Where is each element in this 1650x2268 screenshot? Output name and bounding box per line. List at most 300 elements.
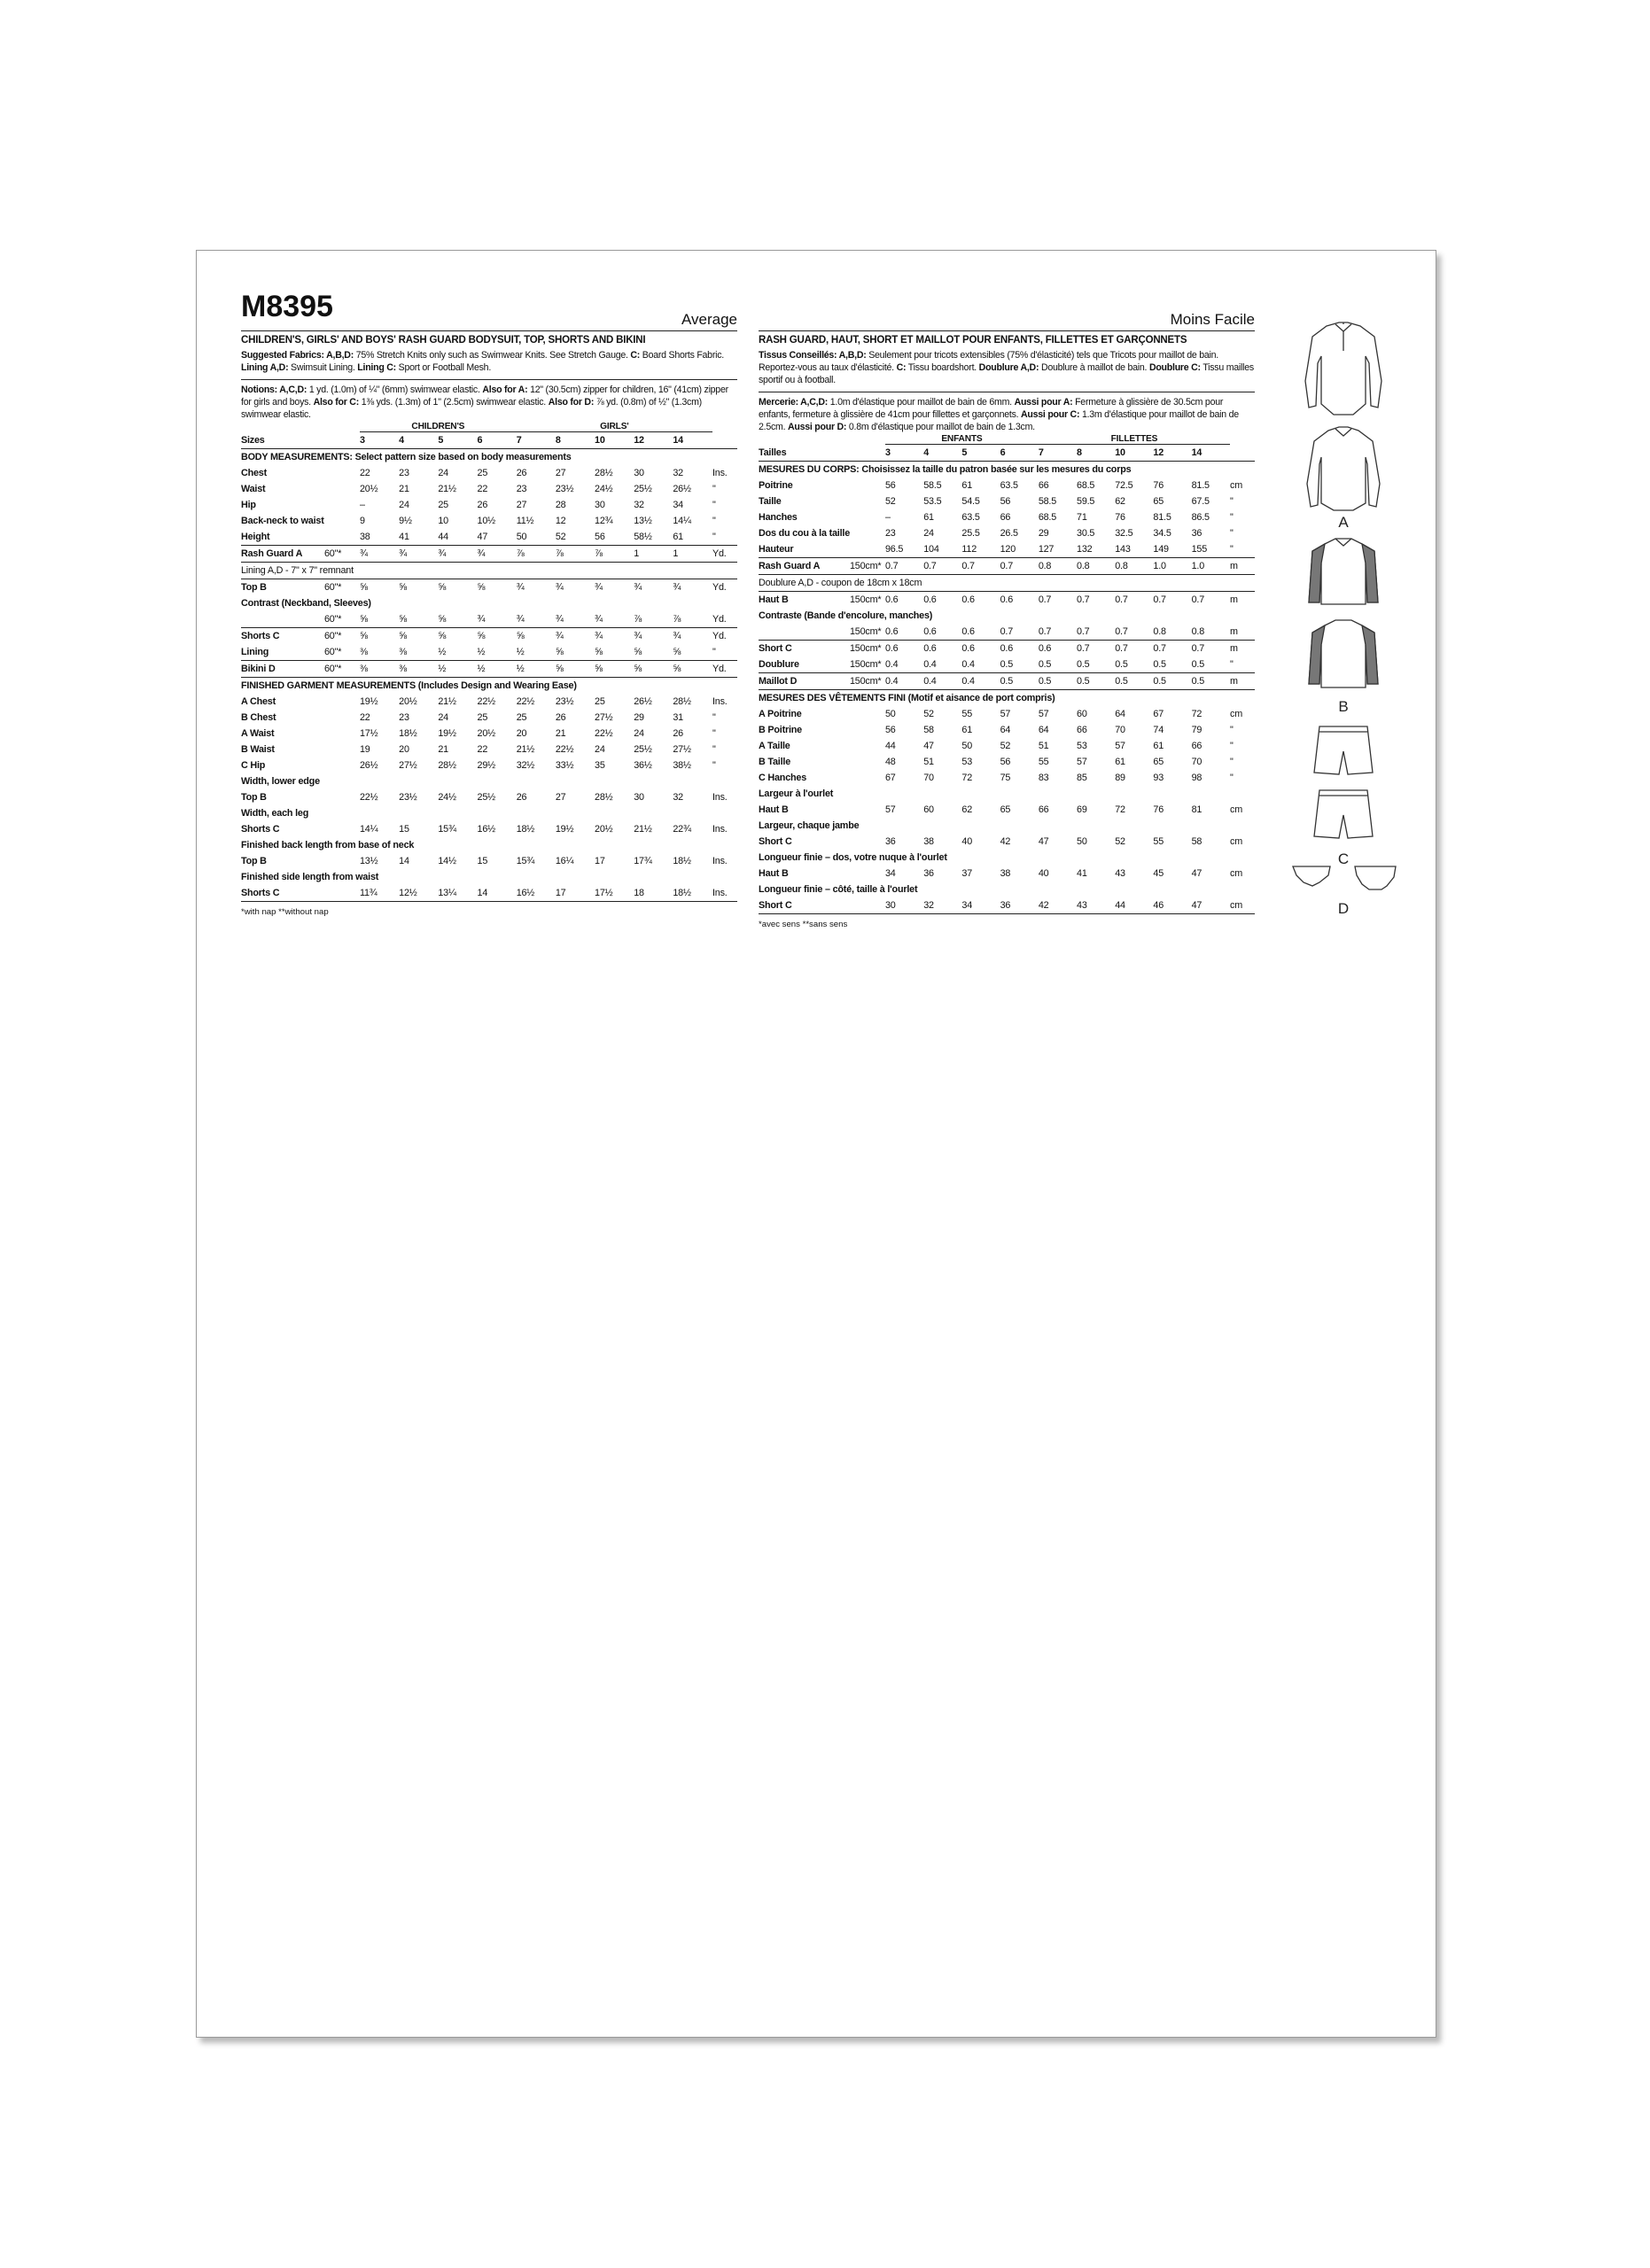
table-cell: 15 (399, 824, 409, 835)
table-cell: 54.5 (961, 496, 980, 507)
table-row (241, 821, 737, 837)
section-heading: Width, lower edge (241, 776, 320, 787)
table-cell: 7 (517, 432, 556, 449)
table-cell: 47 (923, 741, 934, 751)
table-cell: 0.4 (923, 656, 961, 673)
table-cell: 14 (673, 432, 712, 449)
table-cell: 15 (477, 856, 488, 866)
table-cell: ¾ (556, 611, 595, 628)
table-row (759, 897, 1255, 914)
table-cell: ⅝ (438, 582, 447, 593)
table-cell: 0.4 (885, 656, 923, 673)
table-cell: 112 (961, 541, 1000, 558)
table-cell: 25½ (634, 484, 652, 494)
table-cell (850, 866, 885, 882)
table-cell: 14½ (438, 856, 456, 866)
table-cell: 57 (885, 804, 896, 815)
table-cell: ¾ (399, 546, 438, 563)
table-cell (324, 465, 360, 481)
table-cell: 0.5 (1077, 673, 1115, 690)
divider (241, 379, 737, 380)
table-cell: Ins. (712, 885, 737, 902)
table-cell: ⅝ (595, 644, 634, 661)
table-row (759, 866, 1255, 882)
table-cell: " (712, 712, 716, 723)
table-cell: 15¾ (438, 824, 456, 835)
table-cell: Poitrine (759, 480, 793, 491)
table-cell: cm (1230, 480, 1242, 491)
table-cell: Yd. (712, 582, 727, 593)
table-section-heading (241, 869, 737, 885)
table-cell: 58½ (634, 529, 673, 546)
view-c-front-sketch (1314, 726, 1373, 774)
table-cell: 61 (1115, 757, 1125, 767)
table-cell: 0.4 (961, 656, 1000, 673)
table-cell: 24 (438, 468, 448, 478)
table-cell: ¾ (517, 611, 556, 628)
table-cell: 17¾ (634, 856, 652, 866)
table-cell: 12½ (399, 885, 438, 902)
table-cell: 60"* (324, 582, 342, 593)
view-a-back-sketch (1307, 427, 1380, 510)
table-cell (850, 897, 885, 914)
table-cell: ⅝ (556, 661, 595, 678)
table-cell: " (1230, 496, 1234, 507)
table-cell: 0.7 (1000, 624, 1039, 641)
table-section-heading (759, 462, 1255, 478)
table-cell: 18½ (673, 856, 691, 866)
table-cell: 81.5 (1191, 480, 1210, 491)
table-section-heading (241, 678, 737, 695)
table-cell: ⅝ (477, 631, 486, 641)
table-cell: B Chest (241, 712, 276, 723)
table-row (759, 525, 1255, 541)
table-cell: 16½ (477, 824, 495, 835)
table-cell: 32½ (516, 760, 535, 771)
table-cell: 55 (1038, 757, 1049, 767)
section-heading: Longueur finie – côté, taille à l'ourlet (759, 884, 918, 895)
table-cell: 65 (1153, 757, 1164, 767)
table-cell: 104 (923, 541, 961, 558)
table-cell: cm (1230, 709, 1242, 719)
view-label-b: B (1338, 698, 1349, 715)
table-cell (850, 433, 885, 445)
table-cell: 10 (595, 432, 634, 449)
table-cell (850, 541, 885, 558)
table-cell: ⅝ (634, 644, 673, 661)
table-cell: Yd. (712, 546, 737, 563)
table-cell (324, 742, 360, 757)
table-cell (324, 710, 360, 726)
table-cell: 79 (1191, 725, 1202, 735)
table-cell: 9½ (399, 516, 412, 526)
section-heading: Width, each leg (241, 808, 309, 819)
table-row (759, 592, 1255, 609)
table-cell: 0.6 (885, 643, 899, 654)
english-header (241, 290, 737, 331)
table-section-heading (241, 449, 737, 466)
table-cell: 21½ (438, 696, 456, 707)
table-cell: 0.5 (1039, 673, 1077, 690)
table-cell: Ins. (712, 696, 728, 707)
table-cell: 28½ (438, 760, 456, 771)
table-cell: ¾ (595, 631, 603, 641)
table-cell: 0.4 (961, 673, 1000, 690)
table-cell: 41 (399, 529, 438, 546)
table-cell: 26 (477, 500, 488, 510)
table-cell: 0.5 (1115, 673, 1153, 690)
table-row (759, 478, 1255, 493)
table-cell: 0.7 (1077, 643, 1090, 654)
table-cell: 70 (923, 773, 934, 783)
table-cell: 38½ (673, 760, 691, 771)
table-cell: 10 (1115, 445, 1153, 462)
section-heading: Doublure A,D - coupon de 18cm x 18cm (759, 575, 1255, 592)
table-cell: 0.8 (1077, 558, 1115, 575)
table-cell: Haut B (759, 594, 789, 605)
table-cell: 60"* (324, 644, 360, 661)
table-cell: ⅞ (673, 611, 712, 628)
table-cell: A Waist (241, 728, 275, 739)
table-cell: Haut B (759, 804, 789, 815)
table-row (241, 644, 737, 661)
table-cell: 76 (1115, 512, 1125, 523)
table-cell: 51 (923, 757, 934, 767)
table-cell: 32.5 (1115, 528, 1133, 539)
table-cell: 0.7 (1039, 624, 1077, 641)
table-cell: 72 (961, 773, 973, 783)
table-row (759, 493, 1255, 509)
table-cell: 0.6 (961, 594, 975, 605)
table-cell: 32 (923, 897, 961, 914)
table-cell: 58 (923, 725, 934, 735)
table-cell: Yd. (712, 611, 737, 628)
table-cell: Haut B (759, 868, 789, 879)
table-cell: Bikini D (241, 661, 324, 678)
table-cell: 27 (516, 500, 527, 510)
table-cell: 98 (1191, 773, 1202, 783)
table-cell: 0.5 (1039, 656, 1077, 673)
table-cell: " (1230, 741, 1234, 751)
table-cell: 22½ (516, 696, 535, 707)
table-cell: ⅝ (634, 661, 673, 678)
table-cell: Back-neck to waist (241, 516, 324, 526)
table-cell: 22 (477, 484, 488, 494)
table-row (241, 694, 737, 710)
view-b-front-sketch (1309, 539, 1378, 604)
table-cell: ¾ (673, 631, 681, 641)
table-cell: 22½ (477, 696, 495, 707)
table-cell: " (1230, 725, 1234, 735)
table-cell: 27½ (399, 760, 417, 771)
table-cell: 22 (360, 712, 370, 723)
table-cell (850, 802, 885, 818)
table-cell: ¾ (634, 631, 642, 641)
table-cell: 64 (1000, 725, 1011, 735)
table-row (759, 656, 1255, 673)
table-cell: 0.6 (885, 594, 899, 605)
table-cell: 29½ (477, 760, 495, 771)
table-cell: 21 (399, 484, 409, 494)
table-cell: ⅝ (399, 611, 438, 628)
size-group-children: ENFANTS (885, 433, 1039, 445)
table-cell: 24 (438, 712, 448, 723)
table-cell: 13½ (360, 856, 378, 866)
table-cell: 12¾ (595, 516, 613, 526)
table-cell: 9 (360, 516, 365, 526)
table-cell: 1 (673, 546, 712, 563)
table-cell (324, 529, 360, 546)
table-cell: 28 (555, 500, 566, 510)
table-cell: Sizes (241, 432, 324, 449)
table-cell: ⅞ (634, 611, 673, 628)
table-cell: 3 (360, 432, 399, 449)
table-cell: 155 (1192, 541, 1230, 558)
table-cell (324, 497, 360, 513)
table-cell: 47 (1038, 836, 1049, 847)
table-cell: ⅜ (399, 644, 438, 661)
table-cell: 0.7 (1115, 594, 1128, 605)
table-cell: 36½ (634, 760, 652, 771)
table-cell (850, 770, 885, 786)
table-cell: 0.7 (1153, 643, 1166, 654)
table-cell: 61 (923, 512, 934, 523)
table-cell (324, 513, 360, 529)
table-cell: 53 (1077, 741, 1087, 751)
table-cell: Yd. (712, 631, 727, 641)
english-column (241, 290, 737, 917)
table-cell: 150cm* (850, 558, 885, 575)
table-cell: " (1230, 528, 1234, 539)
table-section-heading (759, 608, 1255, 624)
table-cell: 149 (1153, 541, 1191, 558)
table-cell: 51 (1038, 741, 1049, 751)
table-cell: 29 (1038, 528, 1049, 539)
table-cell: ½ (517, 644, 556, 661)
table-cell: B Waist (241, 744, 275, 755)
table-cell: 38 (360, 529, 399, 546)
table-cell: 0.7 (1038, 594, 1052, 605)
notions: Notions: A,C,D: 1 yd. (1.0m) of ¼" (6mm) swimwear elastic. Also for A: 12" (30.5cm) zipper for children, 16" (41cm) zipper for girls and boys. Also for C: 1⅜ yds. (1.3m) of 1" (2.5cm) swimwear elastic. Also for D: ⅞ yd. (0.8m) of ½" (1.3cm) swimwear elastic. (241, 384, 728, 420)
table-section-heading (759, 818, 1255, 834)
table-cell: 62 (1115, 496, 1125, 507)
table-cell: 22½ (595, 728, 613, 739)
table-cell: A Poitrine (759, 709, 802, 719)
table-cell: 16½ (517, 885, 556, 902)
table-cell: 26 (516, 792, 527, 803)
table-row (241, 497, 737, 513)
table-cell (850, 738, 885, 754)
table-cell: 30 (595, 500, 605, 510)
table-cell: 0.6 (923, 594, 937, 605)
table-cell: 0.6 (961, 643, 975, 654)
table-cell: 5 (961, 445, 1000, 462)
table-cell: 127 (1039, 541, 1077, 558)
table-cell: ⅝ (360, 582, 368, 593)
table-cell: 28½ (673, 696, 691, 707)
table-cell (324, 432, 360, 449)
table-row (759, 509, 1255, 525)
section-heading: Contraste (Bande d'encolure, manches) (759, 610, 933, 621)
table-cell: ⅝ (399, 582, 407, 593)
table-cell: ⅞ (517, 546, 556, 563)
table-cell: ⅜ (399, 661, 438, 678)
view-label-c: C (1337, 850, 1350, 867)
table-cell: 10½ (477, 516, 495, 526)
table-cell: " (1230, 541, 1255, 558)
table-cell: 64 (1038, 725, 1049, 735)
table-cell: 0.8 (1115, 558, 1153, 575)
table-cell: 0.7 (1191, 594, 1205, 605)
table-cell: 13½ (634, 516, 652, 526)
table-cell: 52 (556, 529, 595, 546)
table-cell: Lining (241, 644, 324, 661)
table-cell: " (1230, 773, 1234, 783)
table-cell: 63.5 (1000, 480, 1018, 491)
table-row (759, 673, 1255, 690)
table-cell: 72.5 (1115, 480, 1133, 491)
suggested-fabrics-fr: Tissus Conseillés: A,B,D: Seulement pour tricots extensibles (75% d'élasticité) tels que Tricots pour maillot de bain. Reportez-vous au taux d'élasticité. C: Tissu boardshort. Doublure A,D: Doublure à maillot de bain. Doublure C: Tissu mailles sportif ou à football. (759, 350, 1254, 385)
table-cell: m (1230, 558, 1255, 575)
table-cell: 0.5 (1115, 656, 1153, 673)
table-cell: 57 (1077, 757, 1087, 767)
table-cell: 14 (478, 885, 517, 902)
table-cell: Tailles (759, 445, 850, 462)
table-cell: 0.5 (1000, 656, 1039, 673)
table-cell (324, 821, 360, 837)
table-cell: C Hanches (759, 773, 807, 783)
table-cell: 66 (1191, 741, 1202, 751)
table-cell: 120 (1000, 541, 1039, 558)
table-cell: 64 (1115, 709, 1125, 719)
table-cell: Ins. (712, 468, 728, 478)
table-cell: 32 (673, 468, 683, 478)
table-cell: 23 (399, 712, 409, 723)
view-d-sketch (1293, 866, 1396, 889)
table-cell: ⅝ (595, 661, 634, 678)
table-row (759, 541, 1255, 558)
table-cell: ¾ (595, 582, 603, 593)
table-cell: 19 (360, 744, 370, 755)
table-cell: " (712, 484, 716, 494)
table-cell: 0.4 (885, 673, 923, 690)
section-heading: Largeur à l'ourlet (759, 788, 834, 799)
table-row (241, 853, 737, 869)
table-cell: 61 (673, 529, 712, 546)
pattern-title: CHILDREN'S, GIRLS' AND BOYS' RASH GUARD BODYSUIT, TOP, SHORTS AND BIKINI (241, 335, 646, 346)
table-cell: 43 (1115, 868, 1125, 879)
table-cell: 83 (1038, 773, 1049, 783)
table-cell: 53.5 (923, 496, 942, 507)
table-cell: 7 (1039, 445, 1077, 462)
notions-fr: Mercerie: A,C,D: 1.0m d'élastique pour maillot de bain de 6mm. Aussi pour A: Fermeture à glissière de 30.5cm pour enfants, fermeture à glissière de 41cm pour fillettes et garçonnets. Aussi pour C: 1.3m d'élastique pour maillot de bain de 2.5cm. Aussi pour D: 0.8m d'élastique pour maillot de bain de 1.3cm. (759, 397, 1239, 432)
table-cell: 20½ (399, 696, 417, 707)
table-cell: Ins. (712, 824, 728, 835)
table-section-heading (759, 882, 1255, 897)
table-cell: Short C (759, 897, 850, 914)
table-row (241, 546, 737, 563)
table-cell: ¾ (555, 631, 564, 641)
table-cell: 44 (438, 529, 477, 546)
table-cell: 28½ (595, 468, 613, 478)
table-row (241, 789, 737, 805)
table-cell: 22 (360, 468, 370, 478)
table-cell: 0.7 (1115, 643, 1128, 654)
table-cell: 0.5 (1192, 656, 1230, 673)
table-cell: " (1230, 656, 1255, 673)
table-row (241, 465, 737, 481)
table-cell: Height (241, 529, 324, 546)
table-cell: Shorts C (241, 885, 324, 902)
table-cell (324, 694, 360, 710)
table-cell: 25 (438, 500, 448, 510)
table-cell: 17 (595, 856, 605, 866)
size-chart-table (241, 421, 737, 902)
table-cell: 143 (1115, 541, 1153, 558)
table-cell: 57 (1115, 741, 1125, 751)
table-cell (850, 478, 885, 493)
table-cell: 150cm* (850, 643, 882, 654)
table-cell: m (1230, 673, 1255, 690)
difficulty-level: Average (681, 311, 737, 328)
table-section-heading (241, 595, 737, 611)
table-cell: A Taille (759, 741, 790, 751)
pattern-title-fr: RASH GUARD, HAUT, SHORT ET MAILLOT POUR ENFANTS, FILLETTES ET GARÇONNETS (759, 335, 1187, 346)
table-cell: 62 (961, 804, 973, 815)
table-cell: 42 (1039, 897, 1077, 914)
section-heading: Longueur finie – dos, votre nuque à l'ourlet (759, 852, 947, 863)
table-cell: 63.5 (961, 512, 980, 523)
table-section-heading (759, 786, 1255, 802)
table-cell: 34 (673, 500, 683, 510)
table-cell: 21½ (634, 824, 652, 835)
section-heading: Largeur, chaque jambe (759, 820, 860, 831)
table-cell: 30 (885, 897, 923, 914)
table-cell: 60"* (324, 546, 360, 563)
table-cell: ⅞ (556, 546, 595, 563)
table-cell: 0.7 (1115, 624, 1153, 641)
table-cell: 21½ (438, 484, 456, 494)
table-cell: 0.7 (1000, 558, 1039, 575)
table-row (759, 754, 1255, 770)
table-cell: 20½ (360, 484, 378, 494)
table-cell: 31 (673, 712, 683, 723)
table-cell: – (360, 500, 365, 510)
table-cell: 68.5 (1077, 480, 1095, 491)
sizes-row (241, 432, 737, 449)
view-b-back-sketch (1309, 620, 1378, 687)
table-cell: ¾ (360, 546, 399, 563)
table-cell: 0.6 (923, 624, 961, 641)
table-cell: 3 (885, 445, 923, 462)
table-cell: 37 (961, 868, 973, 879)
table-cell: 0.8 (1039, 558, 1077, 575)
table-cell: 43 (1077, 897, 1115, 914)
table-cell: 0.6 (885, 624, 923, 641)
table-cell: 44 (885, 741, 896, 751)
table-cell: " (712, 728, 716, 739)
table-cell: 25 (516, 712, 527, 723)
table-cell: B Poitrine (759, 725, 802, 735)
table-cell: 0.4 (923, 673, 961, 690)
table-cell: 47 (478, 529, 517, 546)
table-cell: 0.7 (1153, 594, 1166, 605)
table-cell: 35 (595, 760, 605, 771)
table-cell: 132 (1077, 541, 1115, 558)
table-cell: 1.0 (1153, 558, 1191, 575)
table-cell: 5 (438, 432, 477, 449)
table-cell: 60"* (324, 611, 360, 628)
